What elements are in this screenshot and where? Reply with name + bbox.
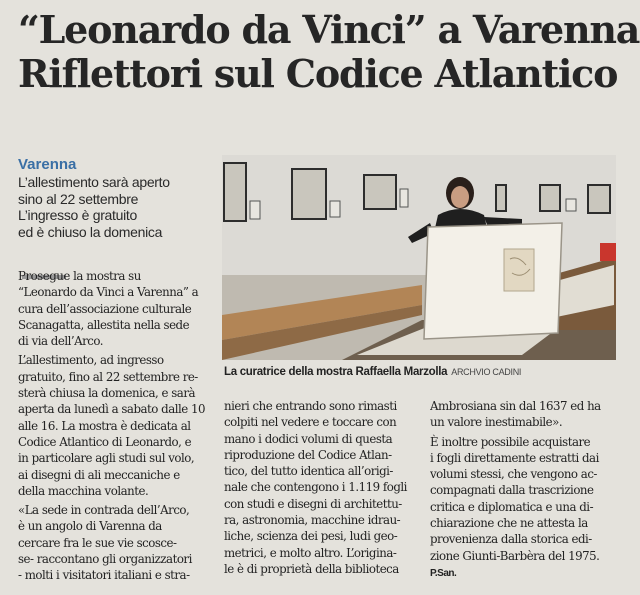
summary-box <box>18 174 218 240</box>
text-line: se- raccontano gli organizzatori <box>18 552 192 567</box>
text-line: volumi stessi, che vengono ac- <box>430 467 597 482</box>
text-line: chiarazione che ne attesta la <box>430 516 588 531</box>
text-line: Codice Atlantico di Leonardo, e <box>18 434 192 449</box>
article-column-3 <box>430 398 628 582</box>
text-line: colpiti nel vedere e toccare con <box>224 415 397 430</box>
text-line: i fogli direttamente estratti dai <box>430 450 599 465</box>
headline-line-2: Riflettori sul Codice Atlantico <box>18 51 618 96</box>
text-line: è un angolo di Varenna da <box>18 519 162 534</box>
text-line: - molti i visitatori italiani e stra- <box>18 568 190 583</box>
text-line: «La sede in contrada dell’Arco, <box>18 503 190 518</box>
caption-text: La curatrice della mostra Raffaella Marzolla <box>224 366 448 378</box>
article-column-1 <box>18 268 218 584</box>
text-line: Scanagatta, allestita nella sede <box>18 317 190 332</box>
text-line: mano i dodici volumi di questa <box>224 431 393 446</box>
text-line: ai disegni di ali meccaniche e <box>18 467 180 482</box>
text-line: È inoltre possibile acquistare <box>430 434 591 449</box>
text-line: in particolare agli studi sul volo, <box>18 451 195 466</box>
text-line: di via dell’Arco. <box>18 334 104 349</box>
text-line: cura dell’associazione culturale <box>18 301 192 316</box>
place-label: Varenna <box>18 156 77 173</box>
text-line: gratuito, fino al 22 settembre re- <box>18 369 198 384</box>
summary-line: L’ingresso è gratuito <box>18 207 138 223</box>
text-line: tico, del tutto identica all’origi- <box>224 464 393 479</box>
summary-line: L’allestimento sarà aperto <box>18 174 170 190</box>
summary-line: ed è chiuso la domenica <box>18 223 163 240</box>
text-line: “Leonardo da Vinci a Varenna” a <box>18 285 199 300</box>
text-line: alle 16. La mostra è dedicata al <box>18 418 191 433</box>
text-line: Prosegue la mostra su <box>18 269 141 283</box>
text-line: della macchina volante. <box>18 483 149 498</box>
text-line: nieri che entrando sono rimasti <box>224 399 397 413</box>
headline-line-1: “Leonardo da Vinci” a Varenna <box>18 7 640 52</box>
text-line: con studi e disegni di architettu- <box>224 496 402 511</box>
text-line: critica e diplomatica e una di- <box>430 499 594 514</box>
summary-line: sino al 22 settembre <box>18 190 139 207</box>
text-line: ra, astronomia, macchine idrau- <box>224 513 401 528</box>
text-line: nale che contengono i 1.119 fogli <box>224 480 407 495</box>
text-line: cercare fra le sue vie scosce- <box>18 535 177 550</box>
headline <box>18 7 640 96</box>
text-line: Ambrosiana sin dal 1637 ed ha <box>430 399 601 413</box>
text-line: zione Giunti-Barbèra del 1975. <box>430 548 600 563</box>
author-signature: P.San. <box>430 567 457 579</box>
text-line: le è di proprietà della biblioteca <box>224 561 399 576</box>
text-line: compagnati dalla trascrizione <box>430 483 594 498</box>
article-column-2 <box>224 398 422 577</box>
photo-credit: ARCHVIO CADINI <box>451 367 522 377</box>
text-line: liche, scienza dei pesi, ludi geo- <box>224 529 398 544</box>
text-line: aperta da lunedì a sabato dalle 10 <box>18 402 206 417</box>
text-line: provenienza dalla storica edi- <box>430 532 592 547</box>
text-line: un valore inestimabile». <box>430 415 563 430</box>
text-line: sterà chiusa la domenica, e sarà <box>18 386 195 401</box>
text-line: riproduzione del Codice Atlan- <box>224 447 392 462</box>
exhibition-photo <box>222 155 616 360</box>
photo-caption <box>224 366 624 378</box>
text-line: metrici, e molto altro. L’origina- <box>224 545 397 560</box>
text-line: L’allestimento, ad ingresso <box>18 353 164 368</box>
